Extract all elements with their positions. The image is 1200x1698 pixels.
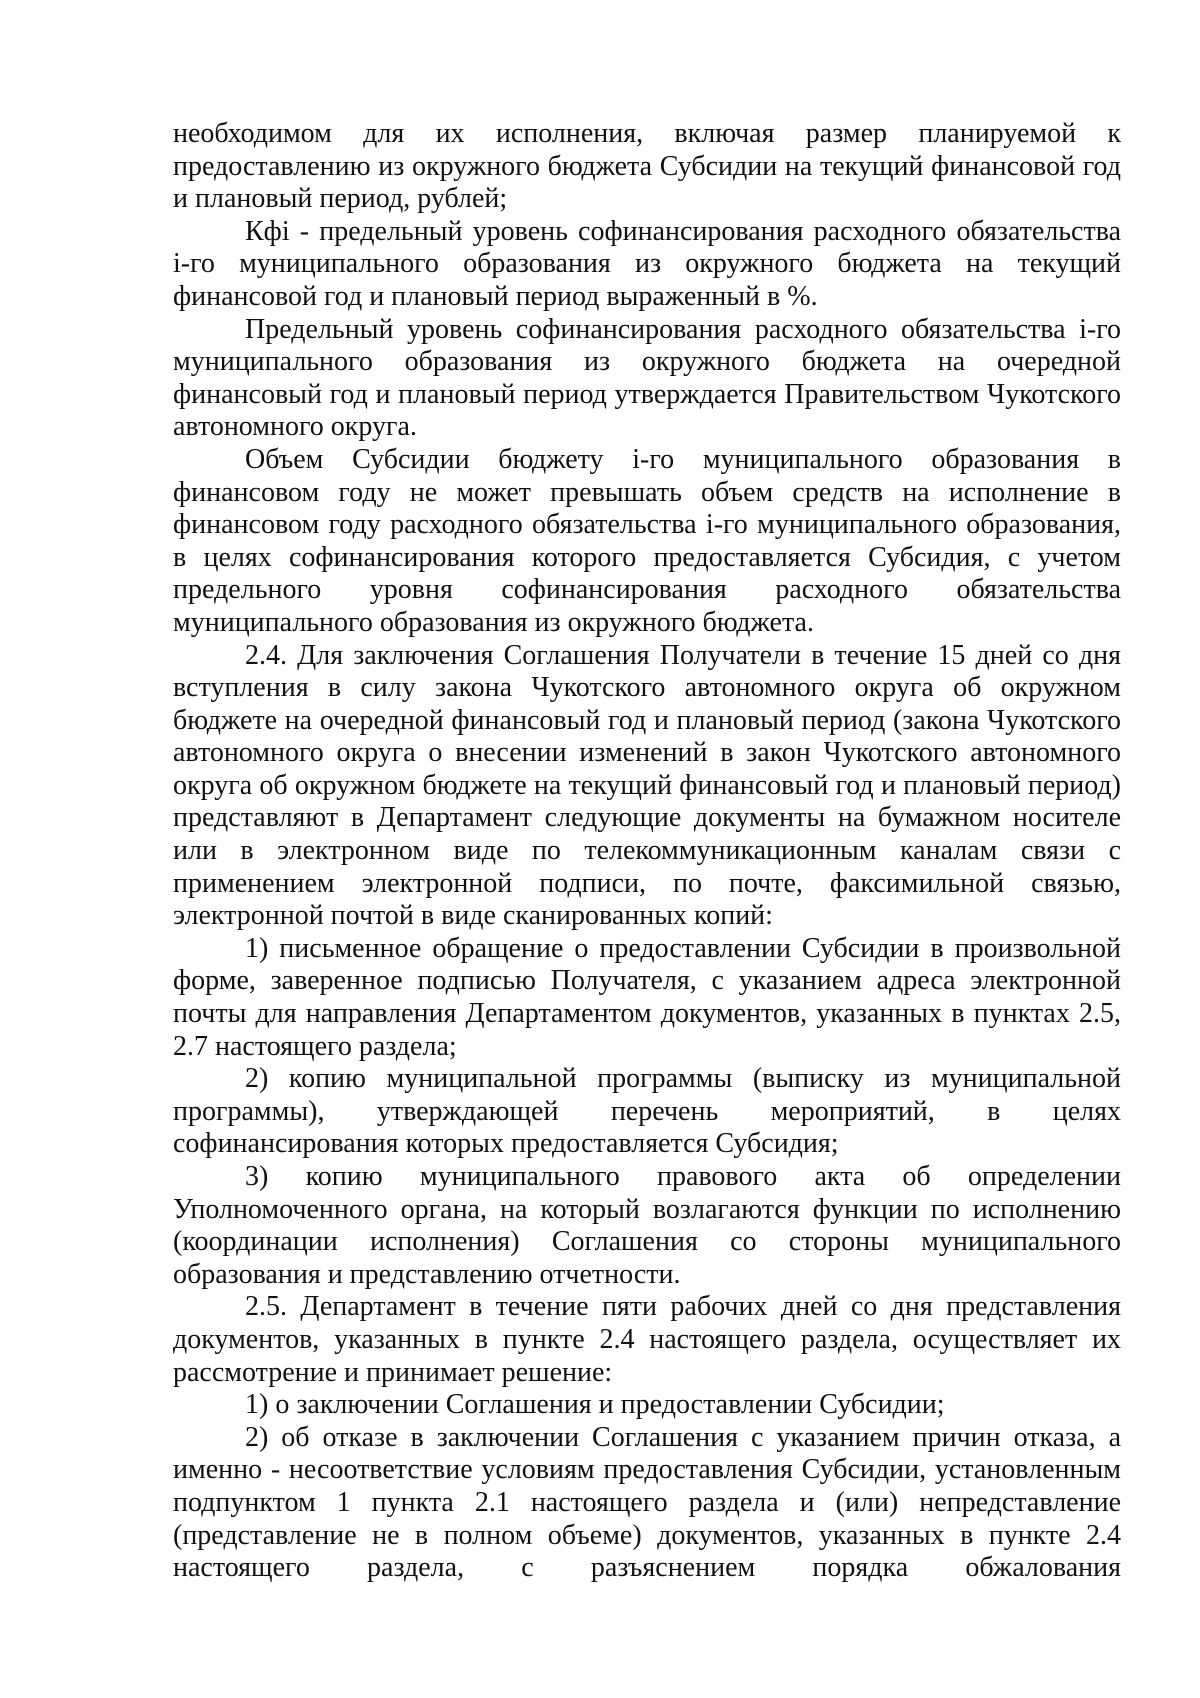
paragraph-continuation: необходимом для их исполнения, включая размер планируемой к предоставлению из окружного бюджета Субсидии на текущий финансовой год и плановый период, рублей; (173, 118, 1121, 215)
list-item-2-5-1: 1) о заключении Соглашения и предоставлении Субсидии; (245, 1389, 945, 1421)
list-item-2-4-2: 2) копию муниципальной программы (выписку из муниципальной программы), утверждающей перечень мероприятий, в целях софинансирования которых предоставляется Субсидия; (173, 1063, 1121, 1160)
list-item-2-4-1: 1) письменное обращение о предоставлении Субсидии в произвольной форме, заверенное подписью Получателя, с указанием адреса электронной почты для направления Департаментом документов, указанных в пунктах 2.5, 2.7 настоящего раздела; (173, 932, 1121, 1062)
list-item-2-4-3: 3) копию муниципального правового акта об определении Уполномоченного органа, на который возлагаются функции по исполнению (координации исполнения) Соглашения со стороны муниципального образования и представлению отчетности. (173, 1161, 1121, 1290)
paragraph-subsidy-volume: Объем Субсидии бюджету і-го муниципального образования в финансовом году не может превышать объем средств на исполнение в финансовом году расходного обязательства і-го муниципального образования, в целях софинансирования которого предоставляется Субсидия, с учетом предельного уровня софинансирования расходного обязательства муниципального образования из окружного бюджета. (173, 443, 1121, 638)
paragraph-kfi-definition: Кфі - предельный уровень софинансирования расходного обязательства і-го муниципального образования из окружного бюджета на текущий финансовой год и плановый период выраженный в %. (173, 215, 1121, 312)
document-page (173, 118, 1121, 1585)
paragraph-2-5: 2.5. Департамент в течение пяти рабочих дней со дня представления документов, указанных в пункте 2.4 настоящего раздела, осуществляет их рассмотрение и принимает решение: (173, 1291, 1121, 1388)
list-item-2-5-2: 2) об отказе в заключении Соглашения с указанием причин отказа, а именно - несоответствие условиям предоставления Субсидии, установленным подпунктом 1 пункта 2.1 настоящего раздела и (или) непредставление (представление не в полном объеме) документов, указанных в пункте 2.4 настоящего раздела, с разъяснением порядка обжалования (173, 1421, 1121, 1584)
paragraph-cofinancing-level: Предельный уровень софинансирования расходного обязательства і-го муниципального образования из окружного бюджета на очередной финансовый год и плановый период утверждается Правительством Чукотского автономного округа. (173, 313, 1121, 443)
paragraph-2-4: 2.4. Для заключения Соглашения Получатели в течение 15 дней со дня вступления в силу закона Чукотского автономного округа об окружном бюджете на очередной финансовый год и плановый период (закона Чукотского автономного округа о внесении изменений в закон Чукотского автономного округа об окружном бюджете на текущий финансовый год и плановый период) представляют в Департамент следующие документы на бумажном носителе или в электронном виде по телекоммуникационным каналам связи с применением электронной подписи, по почте, факсимильной связью, электронной почтой в виде сканированных копий: (173, 639, 1121, 932)
